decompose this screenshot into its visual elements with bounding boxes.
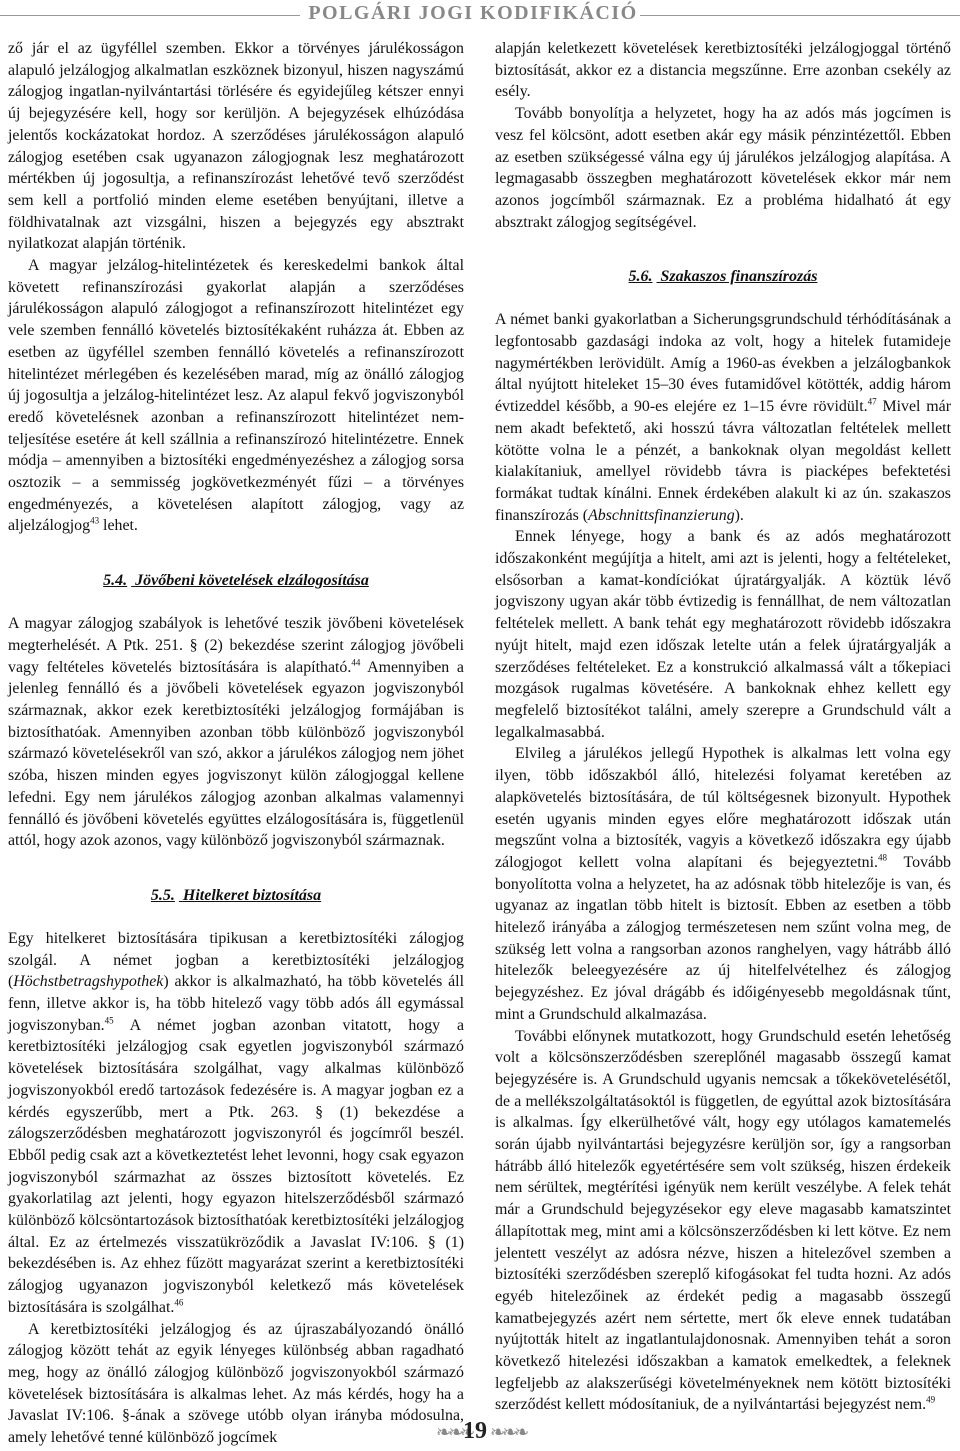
ornament-right-icon: ❧❧❧ <box>490 1422 527 1442</box>
ornament-left-icon: ❧❧❧ <box>436 1422 473 1442</box>
paragraph: Egy hitelkeret biztosítására tipikusan a keretbiztosítéki zálogjog szolgál. A német jogban a keretbiztosítéki jelzálogjog (Höchstbetragshypothek) akkor is alkalmazható, ha több követelés áll fenn, illetve akkor is, ha több hitelező vagy több adós áll egymással jogviszonyban.$^{45}$ A német jogban azonban vitatott, hogy a keretbiztosítéki jelzálogjog csak egyetlen jogviszonyból származó követelések biztosítására szolgálhat, vagy alkalmas különböző jogviszonyokból eredő tartozások fedezésére is. A magyar jogban ez a kérdés egyszerűbb, mert a Ptk. 263. § (1) bekezdése a zálogszerződésben meghatározott jogviszonyról és jogcímről beszél. Ebből pedig csak azt a következtetést lehet levonni, hogy csak egyazon jogviszonyból származhat az összes biztosított követelés. Ez gyakorlatilag azt jelenti, hogy egyazon hitelszerződésből származó különböző kölcsöntartozások biztosíthatóak keretbiztosítéki jelzálogjog által. Ez az értelmezés visszatükröződik a Javaslat IV:106. § (1) bekezdésében is. Az ehhez fűzött magyarázat szerint a keretbiztosítéki zálogjog ugyanazon jogviszonyból keletkező más követelések biztosítására is szolgálhat.$^{46}$ <box>8 929 464 1316</box>
footnote-ref[interactable]: 47 <box>867 396 877 407</box>
paragraph: Ennek lényege, hogy a bank és az adós meghatározott időszakonként megújítja a hitelt, ami azt is jelenti, hogy a feltételeket, elsősorban a kamat-kondíciókat újratárgyalják. A köztük lévő jogviszony ugyan akár több évtizedig is fennállhat, de nem változatlan feltételek mellett. A bank tehát egy meghatározott rövidebb időszakra nyújt hitelt, majd ezen időszak letelte után a felek újratárgyalják a szerződéses feltételeket. Ez a konstrukció alkalmassá vált a tőkepiaci mozgások rugalmas követésére. A bankoknak ehhez kellett egy megfelelő biztosítékot találni, amely szerepre a Grundschuld vált a legalkalmasabbá. <box>495 528 951 741</box>
paragraph: alapján keletkezett követelések keretbiztosítéki jelzálogjoggal történő biztosítását, akkor ez a distancia megszűnne. Erre azonban csekély az esély. <box>495 40 951 101</box>
header-rule-left <box>0 15 300 16</box>
footnote-ref[interactable]: 48 <box>877 852 887 863</box>
section-heading-5-4: 5.4. Jövőbeni követelések elzálogosítása <box>103 572 369 590</box>
paragraph: A magyar zálogjog szabályok is lehetővé teszik jövőbeni követelések megterhelését. A Ptk. 251. § (2) bekezdése szerint zálogjog jövőbeli vagy feltételes követelés biztosítására is alapítható.$^{44}$ Amennyiben a jelenleg fennálló és a jövőbeli követelések egyazon jogviszonyból származnak, akkor ezek keretbiztosítéki jelzálogjog formájában is biztosíthatóak. Amennyiben azonban több különböző jogviszonyból származó követelésekről van szó, akkor a járulékos zálogjog nem jöhet szóba, hiszen minden egyes jogviszonyt külön zálogjoggal kellene lefedni. Egy nem járulékos zálogjog azonban alkalmas valamennyi fennálló és jövőbeni követelés együttes elzálogosítására is, függetlenül attól, hogy azok azonos, vagy különböző jogviszonyból származnak. <box>8 615 464 850</box>
paragraph: További előnynek mutatkozott, hogy Grundschuld esetén lehetőség volt a kölcsönszerződésben szereplőnél magasabb összegű kamat bejegyzésére is. A Grundschuld ugyanis nemcsak a tőkekövetelésétől, de a mellékszolgáltatásoktól is független, de egyúttal azok biztosítására is alkalmas. Így elkerülhetővé vált, hogy egy utólagos kamatemelés során újabb nyilvántartási bejegyzésre kerüljön sor, így a rangsorban hátrább álló hitelezők egyetértésére sem volt szükség, hiszen érdekeik nem sérültek, megtérítési igényük nem került veszélybe. A felek tehát már a Grundschuld bejegyzésekor egy eleve magasabb kamatszintet állapítottak meg, mint ami a kölcsönszerződésben ki lett kötve. Ez nem jelentett veszélyt az adósra nézve, hiszen a hitelezővel szemben a biztosítéki szerződésben szereplő kifogásokat fel tudta hozni. Az adós egyéb hitelezőinek az érdekét pedig a magasabb összegű kamatbejegyzés azért nem sértette, mert ők eleve ennek tudatában nyújtották hitelt az ingatlantulajdonosnak. Amennyiben tehát a soron következő hitelezési időszakban a kamatok emelkedtek, a feleknek legfeljebb az alakszerűségi követelményeknek nem kötött biztosítéki szerződést kellett módosítaniuk, de a nyilvántartási bejegyzést nem.$^{49}$ <box>495 1027 951 1414</box>
footnote-ref[interactable]: 43 <box>90 516 100 527</box>
left-column <box>8 38 464 1449</box>
paragraph: Tovább bonyolítja a helyzetet, hogy ha az adós más jogcímen is vesz fel kölcsönt, adott esetben akár egy másik pénzintézettől. Ebben az esetben szükségessé válna egy új járulékos jelzálogjog alapítása. A legmagasabb összegben meghatározott követelések ekkor már nem azonos jogcímből származnak. Ez a probléma hidalható át egy absztrakt zálogjog segítségével. <box>495 105 951 231</box>
page-footer <box>0 1418 960 1448</box>
right-column <box>495 38 951 1416</box>
journal-title: POLGÁRI JOGI KODIFIKÁCIÓ <box>308 2 638 24</box>
paragraph: Elvileg a járulékos jellegű Hypothek is alkalmas lett volna egy ilyen, több időszakból álló, hitelezési folyamat keretében az alapkövetelés biztosítására, de túl költségesnek bizonyult. Hypothek esetén ugyanis minden egyes előre meghatározott időszak után megszűnt volna a biztosíték, vagyis a következő időszakra egy újabb zálogjogot kellett volna alapítani és bejegyeztetni.$^{48}$ Tovább bonyolította volna a helyzetet, ha az adósnak több hitelezője is van, és ugyanaz az ingatlan több hitelt is biztosít. Ebben az esetben a több hitelező irányába a zálogjog természetesen nem szűnt volna meg, de szükség lett volna a rangsorban azonos ranghelyen, vagy hátrább álló hitelezők beleegyezésére az új hitelfelvételhez és zálogjog bejegyzéshez. Ez jóval drágább és időigényesebb megoldásnak tűnt, mint a Grundschuld alkalmazása. <box>495 745 951 1023</box>
paragraph: A német banki gyakorlatban a Sicherungsgrundschuld térhódításának a legfontosabb gazdasági indoka az volt, hogy a hitelek futamideje nagymértékben lerövidült. Amíg a 1960-as években a jelzálogbankok által nyújtott hiteleket 15–30 éves futamidővel kötötték, addig három évtizeddel később, a 90-es elejére ez 1–15 évre rövidült.$^{47}$ Mivel már nem akadt befektető, aki hosszú távra változatlan feltételek mellett kötötte volna le a pénzét, a bankoknak olyan megoldást kellett kialakítaniuk, amellyel rövidebb távra is piacképes befektetési formákat tudtak kínálni. Ennek érdekében alakult ki az ún. szakaszos finanszírozás (Abschnittsfinanzierung). <box>495 311 951 524</box>
footnote-ref[interactable]: 46 <box>174 1297 184 1308</box>
paragraph: A magyar jelzálog-hitelintézetek és kereskedelmi bankok által követett refinanszírozási gyakorlat alapján a szerződéses járulékosságon alapuló zálogjogot a refinanszírozott hitelintézet egy vele szemben fennálló követelés biztosítékaként ruházza át. Ebben az esetben az ügyféllel szemben fennálló követelés a refinanszírozott hitelintézet mérlegében és kezelésében marad, míg az önálló zálogjog új jogosultja a jelzálog-hitelintézet lesz. Az alapul fekvő jogviszonyból eredő követelésnek azonban a refinanszírozott hitelintézet nem-teljesítése esetére át kell szállnia a refinanszírozó hitelintézetre. Ennek módja – amennyiben a biztosítéki engedményezéshez a zálogjog sorsa osztozik – a semmisség jogkövetkezményét fűzi – a törvényes engedményezés, a követelésen alapított zálogjog, vagy az aljelzálogjog$^{43}$ lehet. <box>8 257 464 535</box>
footnote-ref[interactable]: 45 <box>104 1015 114 1026</box>
section-heading-5-5: 5.5. Hitelkeret biztosítása <box>150 886 322 904</box>
footnote-ref[interactable]: 44 <box>351 657 361 668</box>
paragraph: ző jár el az ügyféllel szemben. Ekkor a törvényes járulékosságon alapuló jelzálogjog alkalmatlan eszköznek bizonyul, hiszen nagyszámú zálogjog ingatlan-nyilvántartási törlésére és egyidejűleg kétszer ennyi új bejegyzésére kell, hogy sor kerüljön. A bejegyzések elhúzódása jelentős kockázatokat hordoz. A szerződéses járulékosságon alapuló zálogjog esetében csak ugyanazon zálogjognak lesz meghatározott mértékben új jogosultja, a refinanszírozást lehetővé tevő szerződést sem kell a portfolió minden eleme esetében benyújtani, illetve a földhivatalnak azt vizsgálni, hiszen a bejegyzés egy absztrakt nyilatkozat alapján történik. <box>8 40 464 253</box>
page-number: 19 <box>463 1418 487 1444</box>
footnote-ref[interactable]: 49 <box>926 1395 936 1406</box>
section-heading-5-6: 5.6. Szakaszos finanszírozás <box>628 268 818 286</box>
running-header <box>0 0 960 34</box>
header-rule-right <box>640 15 960 16</box>
paragraph: A keretbiztosítéki jelzálogjog és az újraszabályozandó önálló zálogjog között tehát az egyik lényeges különbség abban ragadható meg, hogy az önálló zálogjog különböző jogviszonyokból származó követelések biztosítására is alkalmas lehet. Az más kérdés, hogy ha a Javaslat IV:106. §-ának a szövege utóbb olyan irányba módosulna, amely lehetővé tenné különböző jogcímek <box>8 1320 464 1447</box>
